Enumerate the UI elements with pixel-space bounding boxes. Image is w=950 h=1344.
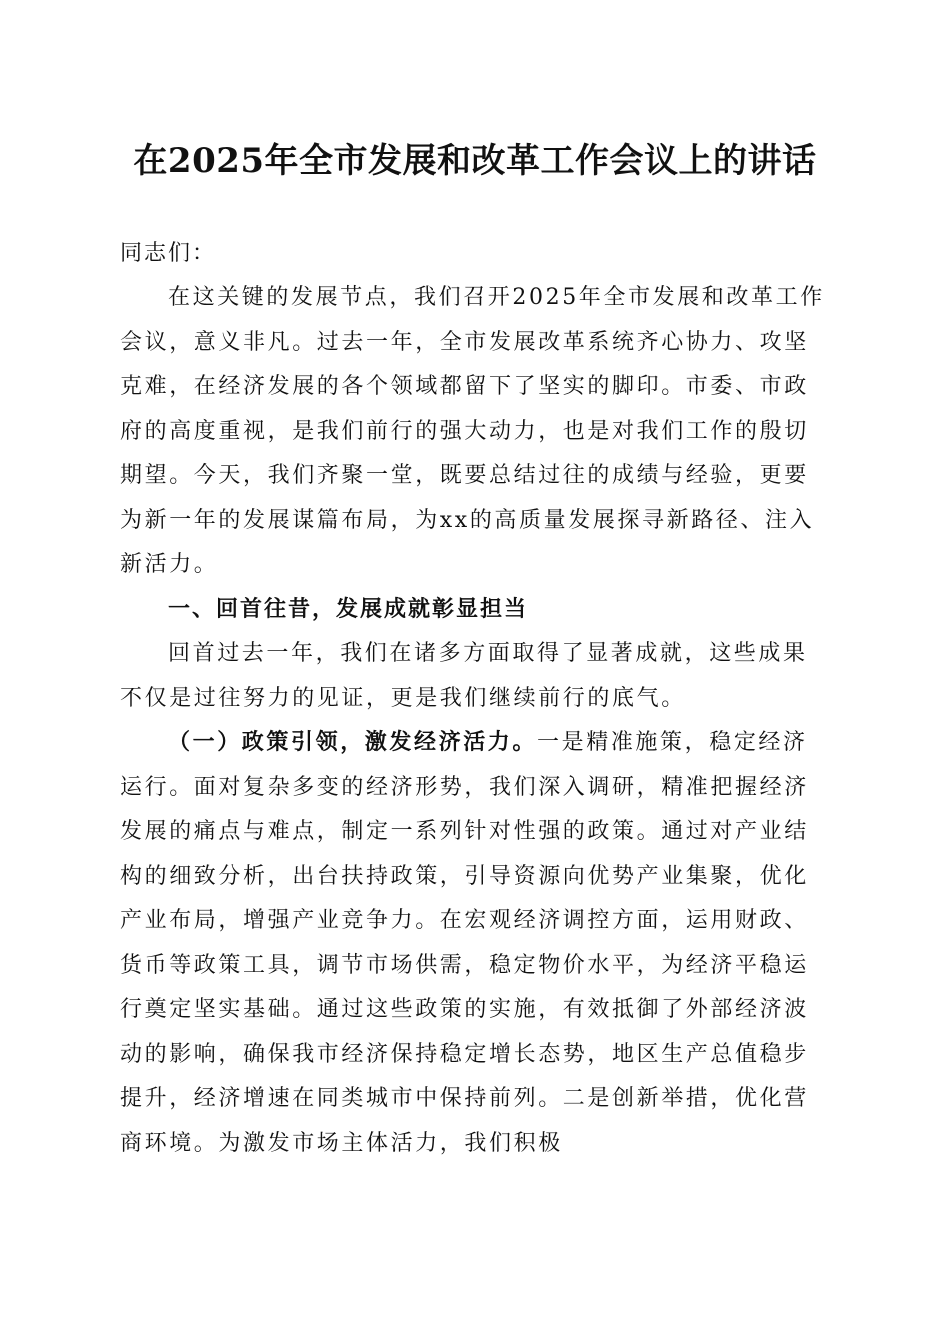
section1-lead-paragraph: 回首过去一年，我们在诸多方面取得了显著成就，这些成果不仅是过往努力的见证，更是我们继续前行的底气。 bbox=[120, 641, 808, 711]
document-title: 在2025年全市发展和改革工作会议上的讲话 bbox=[133, 141, 817, 181]
section-heading-1: 一、回首往昔，发展成就彰显担当 bbox=[168, 596, 529, 622]
subsection-text-1: 一是精准施策，稳定经济运行。面对复杂多变的经济形势，我们深入调研，精准把握经济发展的痛点与难点，制定一系列针对性强的政策。通过对产业结构的细致分析，出台扶持政策，引导资源向优势产业集聚，优化产业布局，增强产业竞争力。在宏观经济调控方面，运用财政、货币等政策工具，调节市场供需，稳定物价水平，为经济平稳运行奠定坚实基础。通过这些政策的实施，有效抵御了外部经济波动的影响，确保我市经济保持稳定增长态势，地区生产总值稳步提升，经济增速在同类城市中保持前列。二是创新举措，优化营商环境。为激发市场主体活力，我们积极 bbox=[120, 730, 809, 1156]
document-body bbox=[120, 232, 832, 1166]
intro-paragraph: 在这关键的发展节点，我们召开2025年全市发展和改革工作会议，意义非凡。过去一年，全市发展改革系统齐心协力、攻坚克难，在经济发展的各个领域都留下了坚实的脚印。市委、市政府的高度重视，是我们前行的强大动力，也是对我们工作的殷切期望。今天，我们齐聚一堂，既要总结过往的成绩与经验，更要为新一年的发展谋篇布局，为xx的高质量发展探寻新路径、注入新活力。 bbox=[120, 285, 825, 577]
subsection-heading-1: （一）政策引领，激发经济活力。 bbox=[168, 730, 538, 755]
subsection-paragraph-1 bbox=[120, 721, 832, 1166]
salutation: 同志们： bbox=[120, 241, 217, 266]
